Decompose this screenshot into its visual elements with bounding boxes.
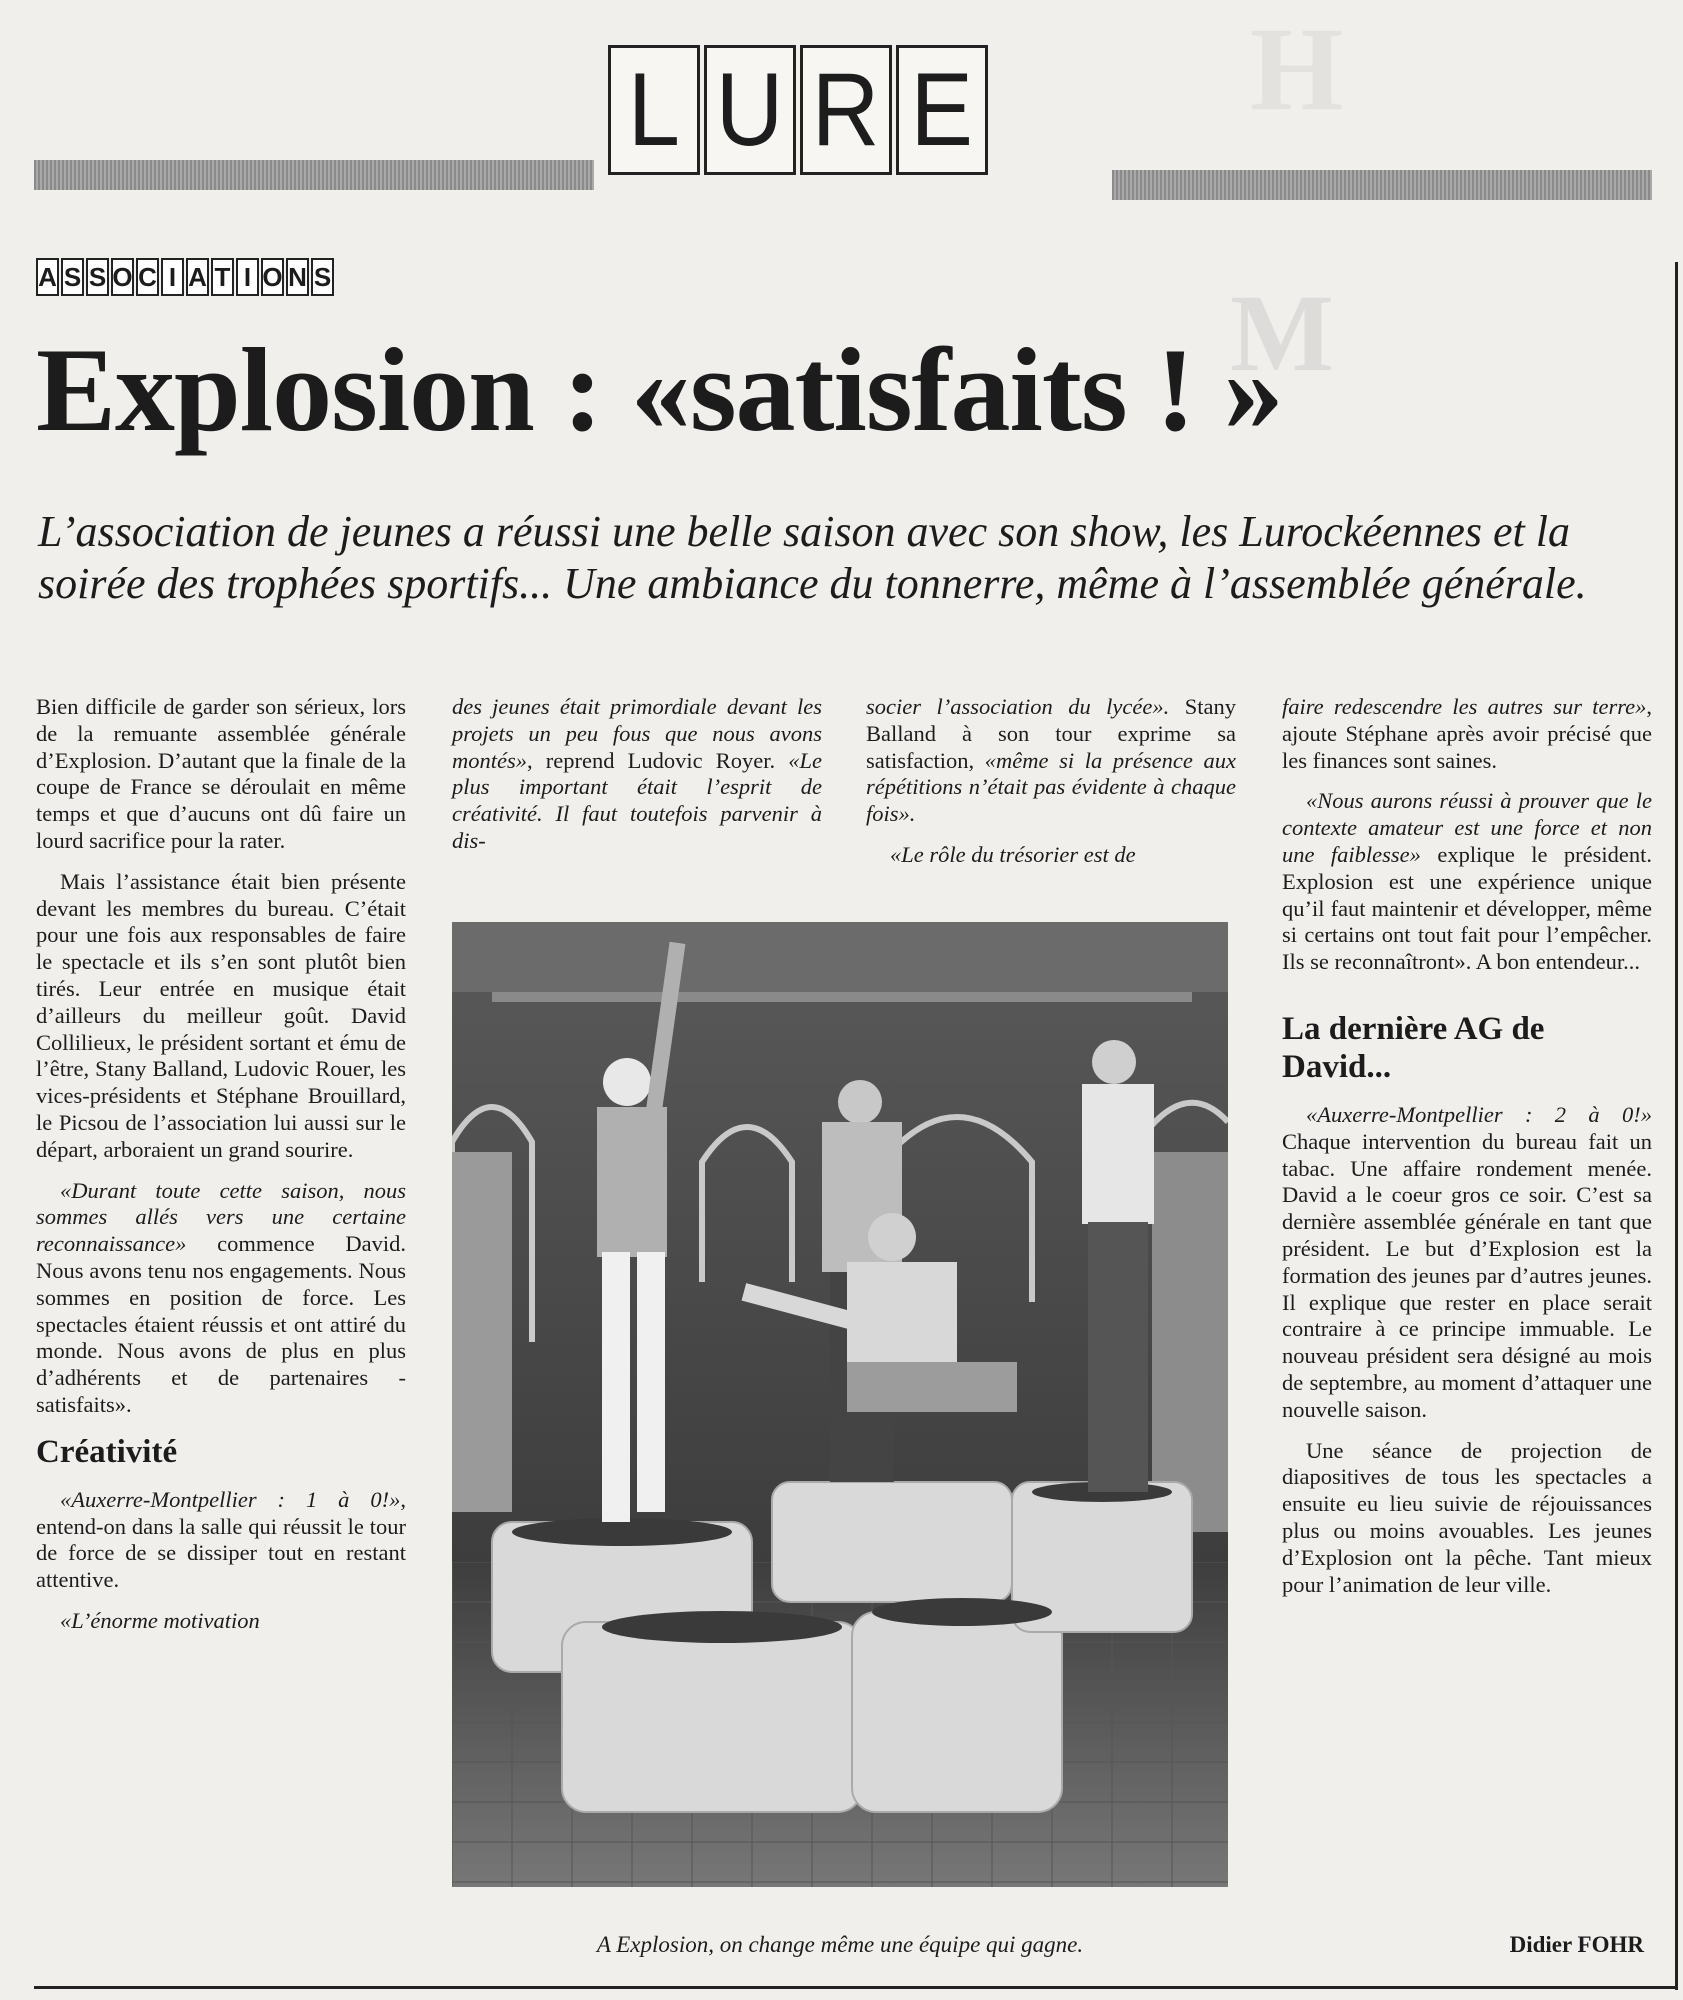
quote: «Durant toute cette saison, nous sommes allés vers une certaine reconnaissance» xyxy=(36,1177,406,1257)
ghost-text: H xyxy=(1250,2,1344,135)
paragraph xyxy=(36,1178,406,1419)
kicker-letter: S xyxy=(86,258,109,296)
quote: «Le rôle du trésorier est de xyxy=(890,841,1136,867)
ghost-text: M xyxy=(1230,272,1334,394)
paragraph-text: commence David. Nous avons tenu nos engagements. Nous sommes en position de force. Les spectacles étaient réussis et ont attiré du monde. Nous avons de plus en plus d’adhérents et de partenaires - satisfaits». xyxy=(36,1231,406,1417)
quote: «Nous aurons réussi à prouver que le contexte amateur est une force et non une faiblesse» xyxy=(1282,788,1652,867)
paragraph xyxy=(1282,788,1652,976)
standfirst: L’association de jeunes a réussi une belle saison avec son show, les Lurockéennes et la soirée des trophées sportifs... Une ambiance du tonnerre, même à l’assemblée générale. xyxy=(38,507,1587,608)
column-1 xyxy=(36,694,406,1649)
kicker-letter: S xyxy=(61,258,84,296)
paragraph xyxy=(1282,1102,1652,1424)
photo-caption: A Explosion, on change même une équipe qui gagne. xyxy=(596,1932,1084,1957)
bottom-border xyxy=(34,1986,1678,1989)
paragraph xyxy=(36,1487,406,1594)
article-photo xyxy=(452,922,1228,1887)
quote: «L’énorme motivation xyxy=(60,1607,260,1633)
paragraph: Une séance de projection de diapositives de tous les spectacles a ensuite eu lieu suivie de réjouissances plus ou moins avouables. Les jeunes d’Explosion ont la pêche. Tant mieux pour l’animation de leur ville. xyxy=(1282,1437,1652,1597)
quote: des jeunes était primordiale devant les projets un peu fous que nous avons montés» xyxy=(452,694,822,773)
subheading: La dernière AG de David... xyxy=(1282,1010,1545,1085)
figure-right xyxy=(1082,1040,1154,1492)
kicker-letter: N xyxy=(286,258,309,296)
paragraph xyxy=(866,694,1236,828)
quote: «Auxerre-Montpellier : 2 à 0!» xyxy=(1306,1101,1652,1127)
kicker-letter: C xyxy=(136,258,159,296)
column-3 xyxy=(866,694,1236,883)
kicker-letter: A xyxy=(36,258,59,296)
paragraph xyxy=(866,842,1236,869)
paragraph xyxy=(452,694,822,855)
logo-letter: R xyxy=(800,45,892,175)
subheading: Créativité xyxy=(36,1433,178,1470)
right-border xyxy=(1675,262,1678,1990)
kicker-letter: A xyxy=(186,258,209,296)
masthead-logo xyxy=(608,45,988,175)
paragraph-text: , entend-on dans la salle qui réussit le tour de force de se dissiper tout en restant attentive. xyxy=(36,1486,406,1593)
logo-letter: E xyxy=(896,45,988,175)
kicker-letter: I xyxy=(236,258,259,296)
paragraph-text: , ajoute Stéphane après avoir précisé que les finances sont saines. xyxy=(1282,694,1652,773)
kicker-letter: O xyxy=(261,258,284,296)
paragraph: Mais l’assistance était bien présente devant les membres du bureau. C’était pour une fois aux responsables de faire le spectacle et ils s’en sont plutôt bien tirés. Leur entrée en musique était d’ailleurs du meilleur goût. David Collilieux, le président sortant et ému de l’être, Stany Balland, Ludovic Rouer, les vices-présidents et Stéphane Brouillard, le Picsou de l’association lui aussi sur le départ, arboraient un grand sourire. xyxy=(36,868,406,1162)
paragraph-text: Chaque intervention du bureau fait un tabac. Une affaire rondement menée. David a le coeur gros ce soir. C’est sa dernière assemblée générale en tant que président. Le but d’Explosion est la formation des jeunes par d’autres jeunes. Il explique que rester en place serait contraire à ce principe immuable. Le nouveau président sera désigné au mois de septembre, au moment d’attaquer une nouvelle saison. xyxy=(1282,1128,1652,1422)
column-2 xyxy=(452,694,822,869)
quote: faire redescendre les autres sur terre» xyxy=(1282,694,1647,719)
quote: «Le plus important était l’esprit de créativité. Il faut toutefois parvenir à dis- xyxy=(452,747,822,853)
quote: «même si la présence aux répétitions n’était pas évidente à chaque fois». xyxy=(866,747,1236,827)
kicker-letter: I xyxy=(161,258,184,296)
section-kicker xyxy=(36,258,334,296)
photo-illustration xyxy=(452,922,1228,1887)
paragraph-text: explique le président. Explosion est une expérience unique qu’il faut maintenir et développer, même si certains ont tout fait pour l’empêcher. Ils se reconnaîtront». A bon entendeur... xyxy=(1282,841,1652,975)
logo-letter: L xyxy=(608,45,700,175)
paragraph: Bien difficile de garder son sérieux, lors de la remuante assemblée générale d’Explosion. D’autant que la finale de la coupe de France se déroulait en même temps et que d’aucuns ont dû faire un lourd sacrifice pour la rater. xyxy=(36,694,406,853)
headline: Explosion : «satisfaits ! » xyxy=(36,323,1283,456)
logo-letter: U xyxy=(704,45,796,175)
paragraph xyxy=(36,1608,406,1635)
paragraph-text: , reprend Ludovic Royer. xyxy=(527,747,789,773)
quote: «Auxerre-Montpellier : 1 à 0!» xyxy=(60,1486,401,1512)
paragraph xyxy=(1282,694,1652,774)
header-rule-right xyxy=(1112,170,1652,200)
kicker-letter: T xyxy=(211,258,234,296)
kicker-letter: S xyxy=(311,258,334,296)
quote: socier l’association du lycée». xyxy=(866,694,1170,719)
kicker-letter: O xyxy=(111,258,134,296)
byline: Didier FOHR xyxy=(1509,1932,1644,1957)
paragraph-text: Stany Balland à son tour exprime sa satisfaction, xyxy=(866,694,1236,773)
column-4 xyxy=(1282,694,1652,1612)
header-rule-left xyxy=(34,160,594,190)
